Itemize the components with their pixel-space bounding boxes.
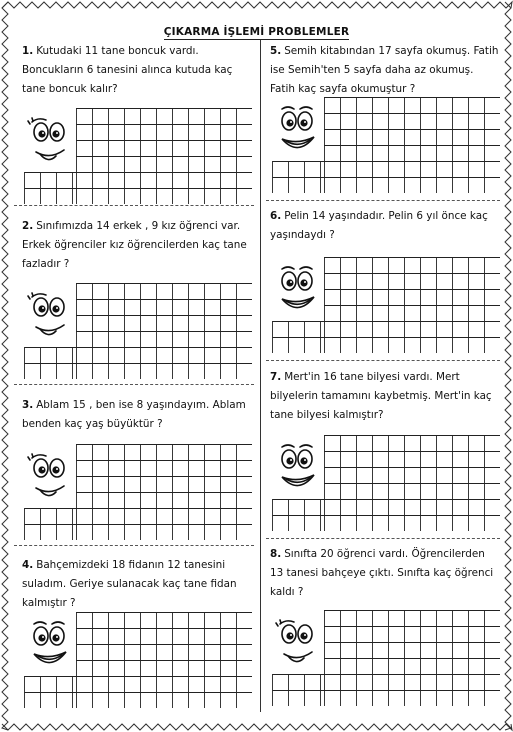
column-divider [260, 40, 261, 712]
separator [266, 360, 500, 361]
page-title: ÇIKARMA İŞLEMİ PROBLEMLER [163, 26, 350, 38]
separator [266, 538, 500, 539]
smiling-face-icon [26, 616, 72, 674]
smiling-face-icon [274, 261, 320, 319]
problem-7: 7. Mert'in 16 tane bilyesi vardı. Mert bilyelerin tamamını kaybetmiş. Mert'in kaç tane bilyesi kalmıştır? [270, 371, 492, 421]
separator [14, 205, 254, 206]
problem-3: 3. Ablam 15 , ben ise 8 yaşındayım. Ablam benden kaç yaş büyüktür ? [22, 399, 246, 430]
winking-face-icon [26, 112, 72, 170]
problem-2: 2. Sınıfımızda 14 erkek , 9 kız öğrenci var. Erkek öğrenciler kız öğrencilerden kaç tane fazladır ? [22, 220, 247, 270]
separator [14, 384, 254, 385]
problem-8: 8. Sınıfta 20 öğrenci vardı. Öğrencilerden 13 tanesi bahçeye çıktı. Sınıfta kaç öğrenci kaldı ? [270, 548, 494, 598]
problem-1: 1. Kutudaki 11 tane boncuk vardı. Boncukların 6 tanesini alınca kutuda kaç tane boncuk kalır? [22, 45, 233, 95]
problem-4: 4. Bahçemizdeki 18 fidanın 12 tanesini suladım. Geriye sulanacak kaç tane fidan kalmıştır ? [22, 559, 237, 609]
winking-face-icon [274, 614, 320, 672]
smiling-face-icon [274, 101, 320, 159]
problem-6: 6. Pelin 14 yaşındadır. Pelin 6 yıl önce kaç yaşındaydı ? [270, 210, 488, 241]
winking-face-icon [26, 448, 72, 506]
separator [14, 545, 254, 546]
problem-5: 5. Semih kitabından 17 sayfa okumuş. Fatih ise Semih'ten 5 sayfa daha az okumuş. Fatih kaç sayfa okumuştur ? [270, 45, 499, 95]
separator [266, 200, 500, 201]
smiling-face-icon [274, 439, 320, 497]
winking-face-icon [26, 287, 72, 345]
